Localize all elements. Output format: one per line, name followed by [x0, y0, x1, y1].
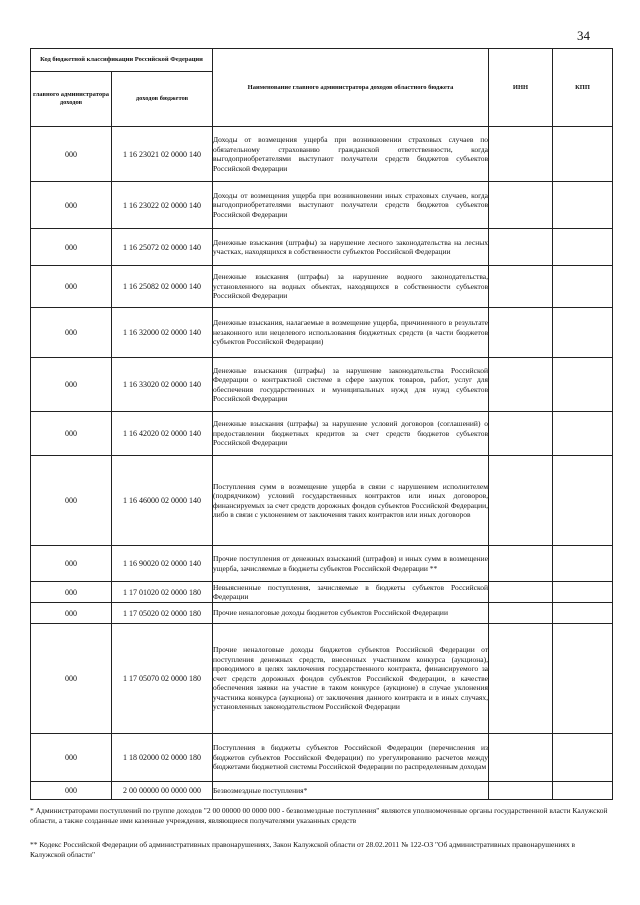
table-row [31, 582, 613, 603]
revenue-code-cell: 1 16 25072 02 0000 140 [112, 229, 213, 266]
inn-cell [489, 308, 553, 358]
revenue-code-cell: 1 16 32000 02 0000 140 [112, 308, 213, 358]
revenue-name-cell: Прочие поступления от денежных взысканий (штрафов) и иных сумм в возмещение ущерба, зачисляемые в бюджеты субъектов Российской Федерации ** [213, 546, 489, 582]
admin-code-cell: 000 [31, 266, 112, 308]
header-kpp-column: КПП [553, 49, 613, 127]
header-inn-column: ИНН [489, 49, 553, 127]
revenue-code-cell: 1 16 33020 02 0000 140 [112, 358, 213, 412]
admin-code-cell: 000 [31, 182, 112, 229]
revenue-code-cell: 1 17 01020 02 0000 180 [112, 582, 213, 603]
revenue-name-cell: Денежные взыскания (штрафы) за нарушение законодательства Российской Федерации о контрактной системе в сфере закупок товаров, работ, услуг для обеспечения государственных и муниципальных нужд для нужд субъектов Российской Федерации [213, 358, 489, 412]
revenue-name-cell: Денежные взыскания, налагаемые в возмещение ущерба, причиненного в результате незаконного или нецелевого использования бюджетных средств (в части бюджетов субъектов Российской Федерации) [213, 308, 489, 358]
admin-code-cell: 000 [31, 127, 112, 182]
inn-cell [489, 603, 553, 624]
inn-cell [489, 582, 553, 603]
revenue-name-cell: Денежные взыскания (штрафы) за нарушение лесного законодательства на лесных участках, находящихся в собственности субъектов Российской Федерации [213, 229, 489, 266]
admin-code-cell: 000 [31, 412, 112, 456]
revenue-code-cell: 1 16 90020 02 0000 140 [112, 546, 213, 582]
revenue-name-cell: Поступления в бюджеты субъектов Российской Федерации (перечисления из бюджетов субъектов Российской Федерации) по урегулированию расчетов между бюджетами бюджетной системы Российской Федерации по распределенным доходам [213, 734, 489, 782]
revenue-code-cell: 1 16 23021 02 0000 140 [112, 127, 213, 182]
table-row [31, 358, 613, 412]
table-row [31, 546, 613, 582]
inn-cell [489, 182, 553, 229]
revenue-name-cell: Доходы от возмещения ущерба при возникновении иных страховых случаев, когда выгодоприобретателями выступают получатели средств бюджетов субъектов Российской Федерации [213, 182, 489, 229]
kpp-cell [553, 734, 613, 782]
revenue-code-cell: 1 17 05070 02 0000 180 [112, 624, 213, 734]
revenue-code-cell: 1 16 23022 02 0000 140 [112, 182, 213, 229]
table-row [31, 182, 613, 229]
header-group-title: Код бюджетной классификации Российской Федерации [31, 49, 213, 72]
header-admin-column: главного администратора доходов [31, 72, 112, 127]
kpp-cell [553, 358, 613, 412]
admin-code-cell: 000 [31, 358, 112, 412]
admin-code-cell: 000 [31, 782, 112, 800]
table-row [31, 734, 613, 782]
kpp-cell [553, 582, 613, 603]
inn-cell [489, 266, 553, 308]
table-row [31, 266, 613, 308]
footnote-2: ** Кодекс Российской Федерации об административных правонарушениях, Закон Калужской области от 28.02.2011 № 122-ОЗ "Об административных правонарушениях в Калужской области" [30, 840, 575, 859]
revenue-code-cell: 2 00 00000 00 0000 000 [112, 782, 213, 800]
inn-cell [489, 734, 553, 782]
table-row [31, 456, 613, 546]
header-name-column: Наименование главного администратора доходов областного бюджета [213, 49, 489, 127]
inn-cell [489, 127, 553, 182]
revenue-name-cell: Прочие неналоговые доходы бюджетов субъектов Российской Федерации от поступления денежных средств, внесенных участником конкурса (аукциона), проводимого в целях заключения государственного контракта, финансируемого за счет средств дорожных фондов субъектов Российской Федерации, в качестве обеспечения заявки на участие в таком конкурсе (аукционе) в случае уклонения участника конкурса (аукциона) от заключения данного контракта и в иных случаях, установленных законодательством Российской Федерации [213, 624, 489, 734]
admin-code-cell: 000 [31, 582, 112, 603]
kpp-cell [553, 229, 613, 266]
admin-code-cell: 000 [31, 734, 112, 782]
revenue-table [30, 48, 613, 800]
kpp-cell [553, 546, 613, 582]
table-row [31, 624, 613, 734]
revenue-code-cell: 1 18 02000 02 0000 180 [112, 734, 213, 782]
inn-cell [489, 456, 553, 546]
kpp-cell [553, 456, 613, 546]
revenue-name-cell: Денежные взыскания (штрафы) за нарушение условий договоров (соглашений) о предоставлении бюджетных кредитов за счет средств бюджетов субъектов Российской Федерации [213, 412, 489, 456]
table-body [31, 127, 613, 800]
table-row [31, 412, 613, 456]
kpp-cell [553, 182, 613, 229]
admin-code-cell: 000 [31, 456, 112, 546]
table-row [31, 782, 613, 800]
kpp-cell [553, 624, 613, 734]
kpp-cell [553, 603, 613, 624]
kpp-cell [553, 127, 613, 182]
inn-cell [489, 412, 553, 456]
inn-cell [489, 358, 553, 412]
admin-code-cell: 000 [31, 308, 112, 358]
table-header [31, 49, 613, 127]
inn-cell [489, 782, 553, 800]
revenue-name-cell: Прочие неналоговые доходы бюджетов субъектов Российской Федерации [213, 603, 489, 624]
kpp-cell [553, 266, 613, 308]
revenue-code-cell: 1 17 05020 02 0000 180 [112, 603, 213, 624]
admin-code-cell: 000 [31, 624, 112, 734]
revenue-name-cell: Денежные взыскания (штрафы) за нарушение водного законодательства, установленного на водных объектах, находящихся в собственности субъектов Российской Федерации [213, 266, 489, 308]
admin-code-cell: 000 [31, 229, 112, 266]
revenue-name-cell: Доходы от возмещения ущерба при возникновении страховых случаев по обязательному страхованию гражданской ответственности, когда выгодоприобретателями выступают получатели средств бюджетов субъектов Российской Федерации [213, 127, 489, 182]
table-row [31, 229, 613, 266]
revenue-name-cell: Поступления сумм в возмещение ущерба в связи с нарушением исполнителем (подрядчиком) условий государственных контрактов или иных договоров, финансируемых за счет средств дорожных фондов субъектов Российской Федерации, либо в связи с уклонением от заключения таких контрактов или иных договоров [213, 456, 489, 546]
inn-cell [489, 624, 553, 734]
revenue-code-cell: 1 16 42020 02 0000 140 [112, 412, 213, 456]
revenue-code-cell: 1 16 46000 02 0000 140 [112, 456, 213, 546]
table-row [31, 603, 613, 624]
page-number: 34 [577, 28, 590, 43]
revenue-code-cell: 1 16 25082 02 0000 140 [112, 266, 213, 308]
admin-code-cell: 000 [31, 603, 112, 624]
kpp-cell [553, 782, 613, 800]
inn-cell [489, 229, 553, 266]
footnote-1: * Администраторами поступлений по группе доходов "2 00 00000 00 0000 000 - безвозмездные поступления" являются уполномоченные органы государственной власти Калужской области, а также созданные ими казенные учреждения, являющиеся получателями указанных средств [30, 806, 608, 825]
inn-cell [489, 546, 553, 582]
kpp-cell [553, 308, 613, 358]
revenue-name-cell: Невыясненные поступления, зачисляемые в бюджеты субъектов Российской Федерации [213, 582, 488, 601]
admin-code-cell: 000 [31, 546, 112, 582]
header-code-column: доходов бюджетов [112, 72, 213, 127]
table-row [31, 308, 613, 358]
revenue-name-cell: Безвозмездные поступления* [213, 782, 489, 800]
kpp-cell [553, 412, 613, 456]
table-row [31, 127, 613, 182]
